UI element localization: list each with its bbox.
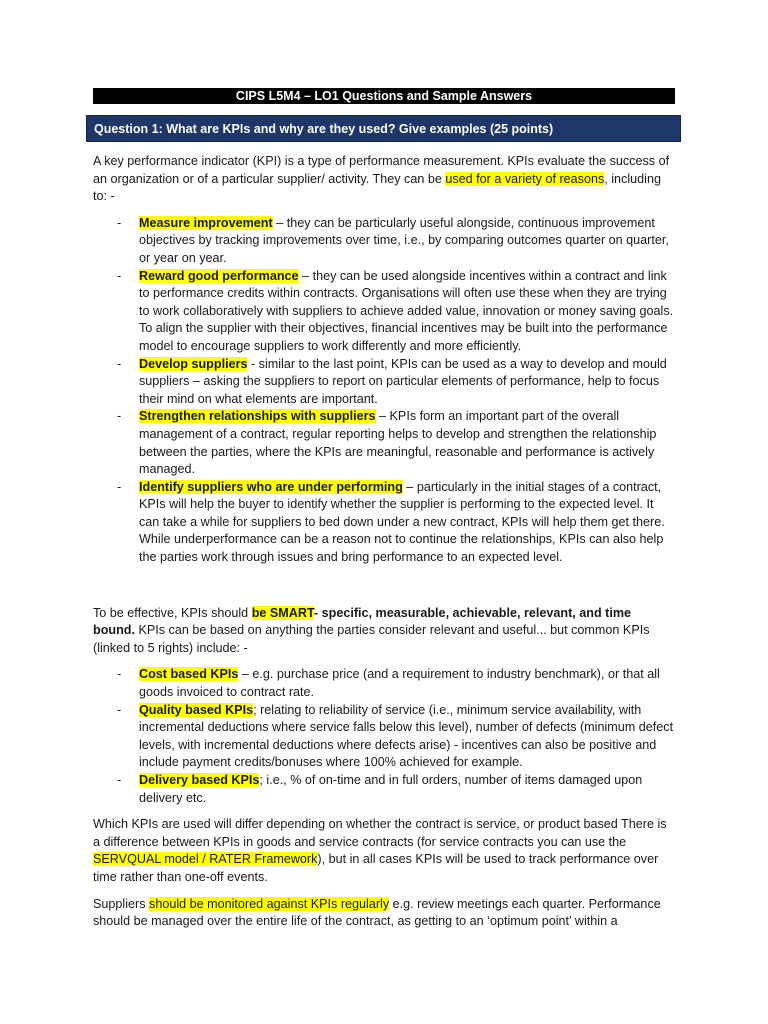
dash-bullet: -: [117, 667, 122, 682]
question-heading: Question 1: What are KPIs and why are they used? Give examples (25 points): [86, 115, 681, 142]
kpi-type-text: ; i.e., % of on-time and in full orders, number of items damaged upon delivery etc.: [139, 773, 643, 805]
list-item: [93, 356, 675, 409]
document-title: CIPS L5M4 – LO1 Questions and Sample Answers: [93, 88, 675, 104]
dash-bullet: -: [117, 268, 122, 283]
list-item: [93, 408, 675, 478]
reason-term: Strengthen relationships with suppliers: [139, 409, 376, 424]
kpi-type-term: Quality based KPIs: [139, 702, 254, 717]
kpi-types-list: [93, 666, 675, 807]
smart-paragraph: [93, 605, 675, 658]
reason-term: Reward good performance: [139, 268, 299, 283]
reason-text: – they can be particularly useful alongside, continuous improvement objectives by tracking improvements over time, i.e., by comparing outcomes quarter on quarter, or year on year.: [139, 215, 669, 265]
reason-text: – particularly in the initial stages of a contract, KPIs will help the buyer to identify whether the supplier is performing to the expected level. It can take a while for suppliers to bed down under a new contract, KPIs will help them get there. While underperformance can be a reason not to continue the relationships, KPIs can also help the parties work through issues and bring performance to an expected level.: [139, 479, 665, 565]
list-item: [93, 215, 675, 268]
monitor-text: Suppliers: [93, 896, 150, 911]
monitor-paragraph: [93, 896, 675, 931]
intro-text-end: , including to: -: [93, 171, 661, 204]
smart-highlight: be SMART: [251, 605, 314, 620]
dash-bullet: -: [117, 356, 122, 371]
servqual-highlight: SERVQUAL model / RATER Framework: [93, 852, 318, 867]
reasons-list: [93, 215, 675, 567]
kpi-type-term: Cost based KPIs: [139, 667, 239, 682]
intro-paragraph: [93, 153, 675, 206]
dash-bullet: -: [117, 479, 122, 494]
list-item: [93, 772, 675, 807]
reason-term: Develop suppliers: [139, 356, 248, 371]
reason-text: - similar to the last point, KPIs can be used as a way to develop and mould suppliers – asking the suppliers to report on particular elements of performance, help to focus their mind on what elements are important.: [139, 356, 667, 406]
reason-text: – KPIs form an important part of the overall management of a contract, regular reporting helps to develop and strengthen the relationship between the parties, where the KPIs are meaningful, reasonable and performance is actively managed.: [139, 409, 657, 477]
dash-bullet: -: [117, 409, 122, 424]
service-text: Which KPIs are used will differ depending on whether the contract is service, or product based There is a difference between KPIs in goods and service contracts (for service contracts you can use the: [93, 817, 667, 849]
smart-definition: - specific, measurable, achievable, relevant, and time bound.: [93, 605, 632, 638]
service-paragraph: [93, 816, 675, 886]
dash-bullet: -: [117, 215, 122, 230]
kpi-type-text: – e.g. purchase price (and a requirement to industry benchmark), or that all goods invoiced to contract rate.: [139, 667, 660, 700]
intro-text: A key performance indicator (KPI) is a type of performance measurement. KPIs evaluate the success of an organization or of a particular supplier/ activity. They can be: [93, 154, 670, 186]
smart-text: To be effective, KPIs should: [93, 605, 252, 620]
list-item: [93, 268, 675, 356]
reason-term: Measure improvement: [139, 215, 273, 230]
kpi-type-text: ; relating to reliability of service (i.e., minimum service availability, with incremental deductions where service falls below this level), number of defects (minimum defect levels, with incremental deductions where defects arise) - incentives can also be positive and include payment credits/bonuses where 100% achieved for example.: [139, 702, 674, 770]
service-text-end: ), but in all cases KPIs will be used to track performance over time rather than one-off events.: [93, 852, 659, 884]
reason-text: – they can be used alongside incentives within a contract and link to performance credits within contracts. Organisations will often use these when they are trying to work collaboratively with suppliers to achieve added value, innovation or money saving goals. To align the supplier with their objectives, financial incentives may be built into the performance model to encourage suppliers to work differently and more efficiently.: [139, 268, 674, 353]
smart-text-end: KPIs can be based on anything the parties consider relevant and useful... but common KPIs (linked to 5 rights) include: -: [93, 623, 650, 655]
list-item: [93, 479, 675, 567]
monitor-highlight: should be monitored against KPIs regularly: [149, 896, 390, 911]
dash-bullet: -: [117, 702, 122, 717]
kpi-type-term: Delivery based KPIs: [139, 773, 260, 787]
dash-bullet: -: [117, 773, 122, 787]
monitor-text-end: e.g. review meetings each quarter. Performance should be managed over the entire life of the contract, as getting to an ‘optimum point’ within a: [93, 896, 661, 929]
list-item: [93, 666, 675, 701]
reason-term: Identify suppliers who are under performing: [139, 479, 403, 494]
answer-body: [93, 153, 675, 931]
intro-highlight: used for a variety of reasons: [445, 171, 605, 186]
list-item: [93, 702, 675, 772]
